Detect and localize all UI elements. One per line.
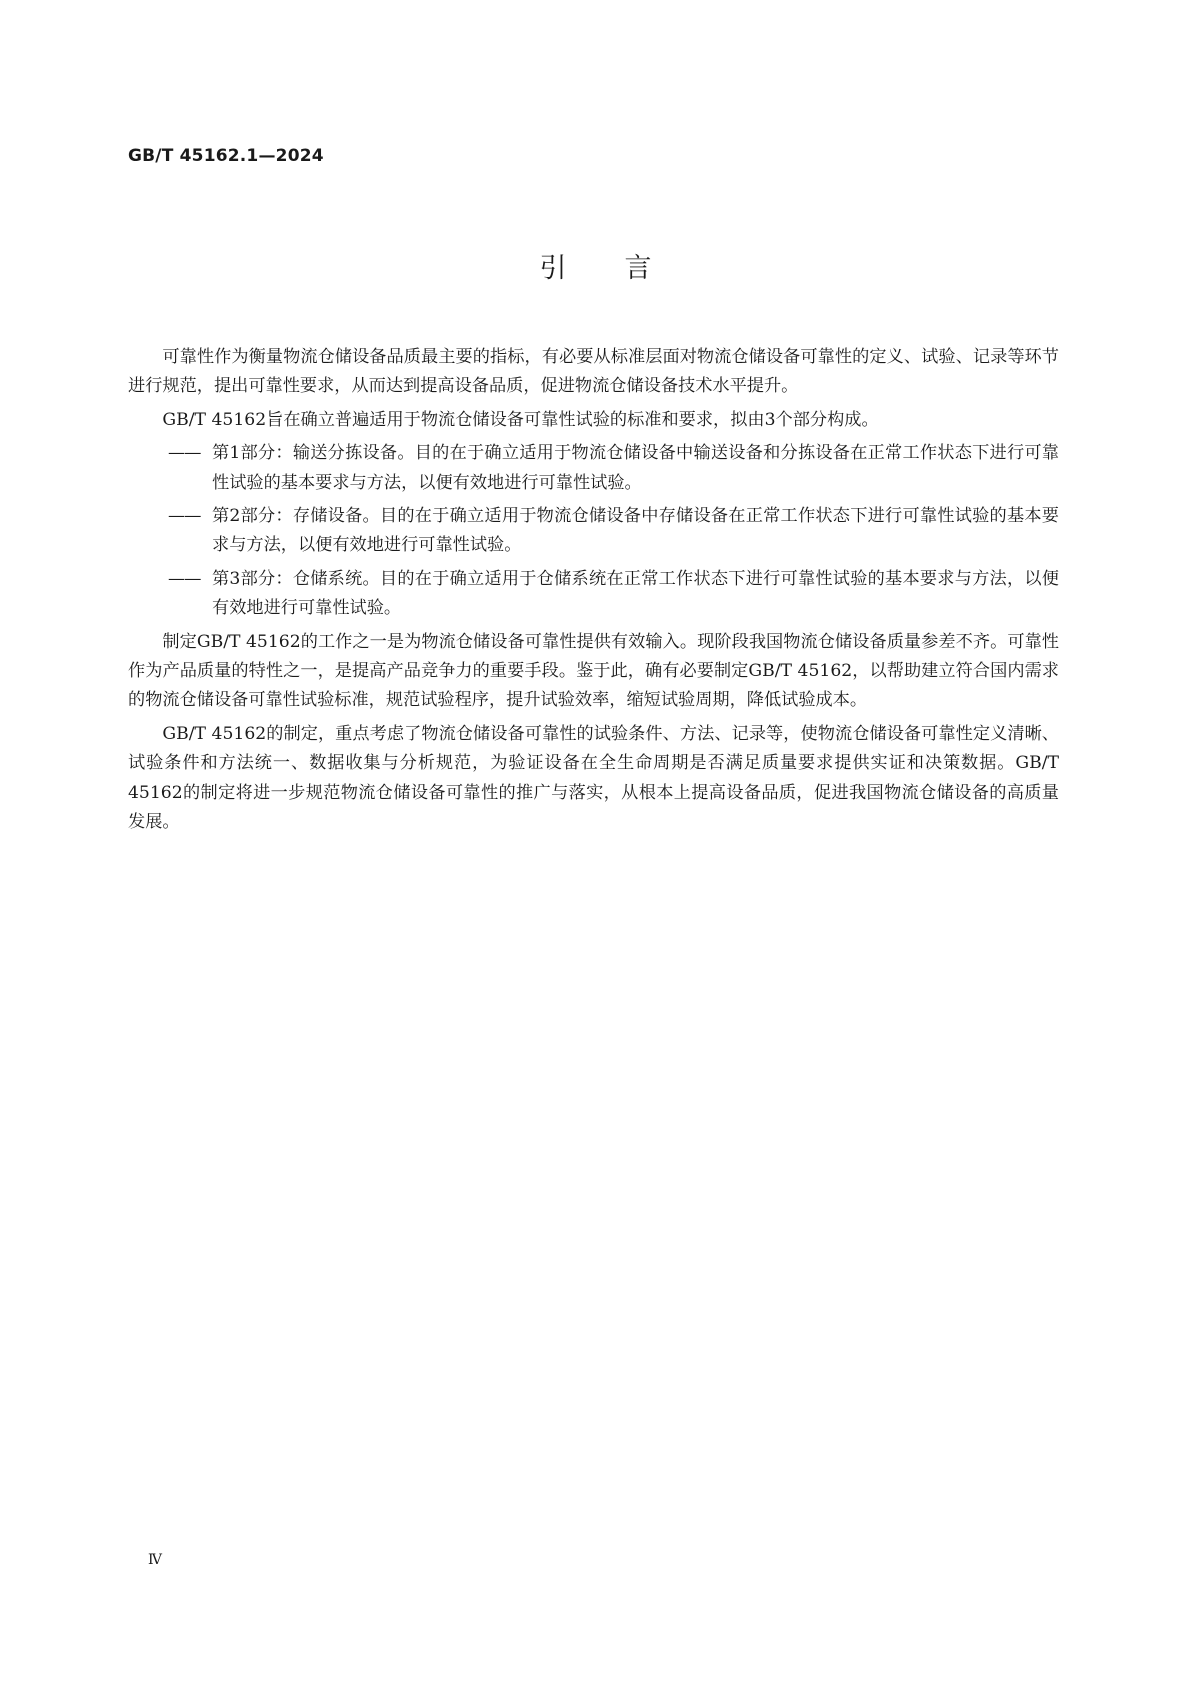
- list-dash: ——: [168, 443, 201, 464]
- list-item-text: 第2部分：存储设备。目的在于确立适用于物流仓储设备中存储设备在正常工作状态下进行可靠性试验的基本要求与方法，以便有效地进行可靠性试验。: [212, 506, 1059, 556]
- list-item-text: 第1部分：输送分拣设备。目的在于确立适用于物流仓储设备中输送设备和分拣设备在正常工作状态下进行可靠性试验的基本要求与方法，以便有效地进行可靠性试验。: [212, 443, 1059, 493]
- list-dash: ——: [168, 568, 201, 589]
- list-dash: ——: [168, 506, 201, 527]
- list-item-part-1: [128, 439, 1059, 498]
- page-number: Ⅳ: [148, 1552, 162, 1568]
- list-item-part-2: [128, 502, 1059, 561]
- standard-code-header: GB/T 45162.1—2024: [128, 146, 324, 166]
- paragraph-3: 制定GB/T 45162的工作之一是为物流仓储设备可靠性提供有效输入。现阶段我国物流仓储设备质量参差不齐。可靠性作为产品质量的特性之一，是提高产品竞争力的重要手段。鉴于此，确有必要制定GB/T 45162，以帮助建立符合国内需求的物流仓储设备可靠性试验标准，规范试验程序，提升试验效率，缩短试验周期，降低试验成本。: [128, 631, 1059, 711]
- paragraph-4: GB/T 45162的制定，重点考虑了物流仓储设备可靠性的试验条件、方法、记录等，使物流仓储设备可靠性定义清晰、试验条件和方法统一、数据收集与分析规范，为验证设备在全生命周期是否满足质量要求提供实证和决策数据。GB/T 45162的制定将进一步规范物流仓储设备可靠性的推广与落实，从根本上提高设备品质，促进我国物流仓储设备的高质量发展。: [128, 723, 1059, 833]
- introduction-body: [128, 343, 1059, 842]
- list-item-part-3: [128, 565, 1059, 624]
- list-item-text: 第3部分：仓储系统。目的在于确立适用于仓储系统在正常工作状态下进行可靠性试验的基本要求与方法，以便有效地进行可靠性试验。: [212, 568, 1059, 619]
- paragraph-1: 可靠性作为衡量物流仓储设备品质最主要的指标，有必要从标准层面对物流仓储设备可靠性的定义、试验、记录等环节进行规范，提出可靠性要求，从而达到提高设备品质，促进物流仓储设备技术水平提升。: [128, 347, 1059, 397]
- paragraph-2: GB/T 45162旨在确立普遍适用于物流仓储设备可靠性试验的标准和要求，拟由3个部分构成。: [162, 409, 879, 430]
- section-title: 引言: [539, 253, 710, 284]
